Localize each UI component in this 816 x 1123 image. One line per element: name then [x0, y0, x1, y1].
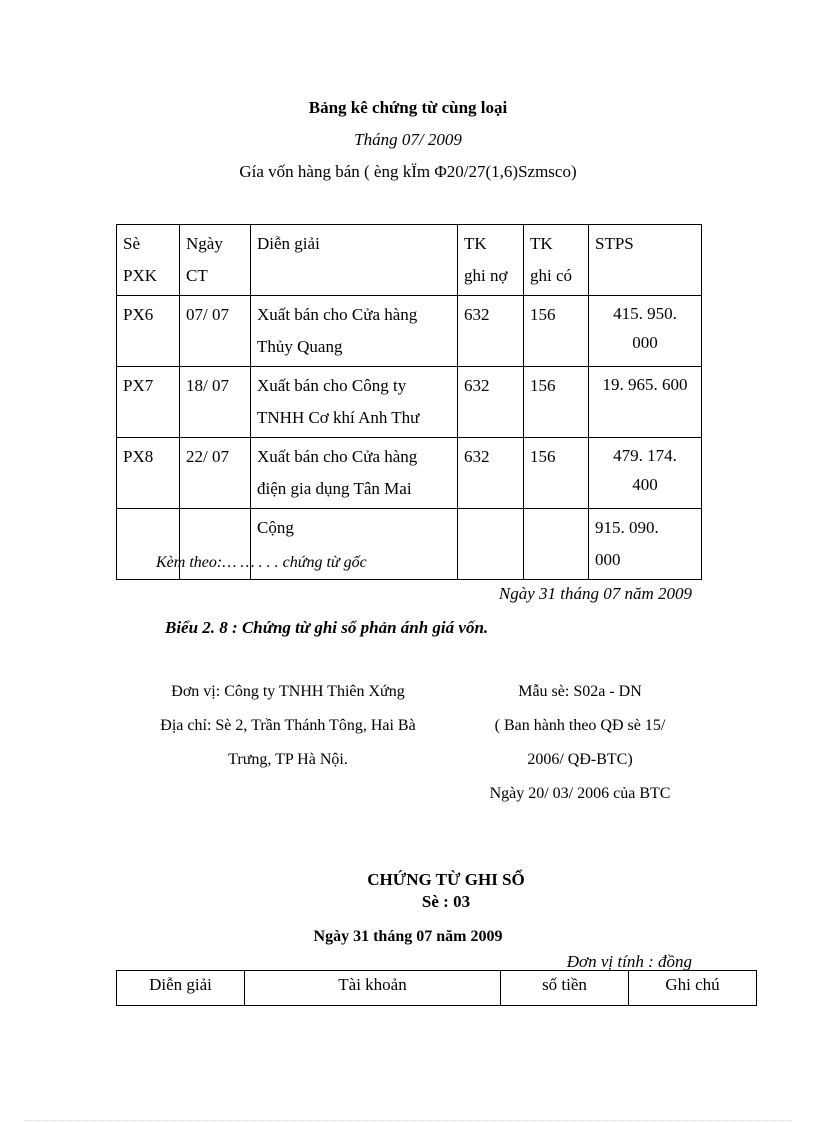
- empty-cell: [458, 509, 524, 580]
- credit-cell: 156: [524, 367, 589, 438]
- header-credit: TK ghi có: [524, 225, 589, 296]
- column-header: Tài khoản: [245, 971, 501, 1006]
- ledger-table: [116, 224, 702, 580]
- address-label: Địa chỉ:: [160, 717, 212, 734]
- description-cell: Xuất bán cho Cửa hàng điện gia dụng Tân Mai: [251, 438, 458, 509]
- voucher-date: Ngày 31 tháng 07 năm 2009: [313, 928, 503, 945]
- header-voucher-no: Sè PXK: [117, 225, 180, 296]
- table-row: [117, 296, 702, 367]
- address-line-2: Trưng, TP Hà Nội.: [228, 751, 348, 768]
- description-cell: Xuất bán cho Cửa hàng Thủy Quang: [251, 296, 458, 367]
- credit-cell: 156: [524, 438, 589, 509]
- address-value: Sè 2, Trần Thánh Tông, Hai Bà: [215, 717, 416, 734]
- total-label: Cộng: [251, 509, 458, 580]
- date-cell: 07/ 07: [180, 296, 251, 367]
- form-info-block: [452, 675, 708, 811]
- description-cell: Xuất bán cho Công ty TNHH Cơ khí Anh Thư: [251, 367, 458, 438]
- form-decision: ( Ban hành theo QĐ sè 15/: [494, 717, 666, 734]
- table-row: [117, 367, 702, 438]
- amount-cell: 19. 965. 600: [589, 367, 702, 438]
- header-debit: TK ghi nợ: [458, 225, 524, 296]
- column-header: Diễn giải: [117, 971, 245, 1006]
- voucher-header-row: [117, 971, 757, 1006]
- amount-cell: 415. 950. 000: [589, 296, 702, 367]
- address-line: [128, 709, 448, 743]
- form-decision-number: 2006/ QĐ-BTC): [527, 751, 633, 768]
- voucher-table: [116, 970, 757, 1006]
- voucher-title: CHỨNG TỪ GHI SỔ: [367, 870, 525, 889]
- debit-cell: 632: [458, 296, 524, 367]
- unit-value: Công ty TNHH Thiên Xứng: [224, 683, 405, 700]
- header-description: Diễn giải: [251, 225, 458, 296]
- empty-cell: [524, 509, 589, 580]
- voucher-number: Sè : 03: [421, 892, 471, 911]
- date-cell: 18/ 07: [180, 367, 251, 438]
- page-bottom-divider: [24, 1120, 792, 1121]
- column-header: số tiền: [501, 971, 629, 1006]
- date-line: Ngày 31 tháng 07 năm 2009: [498, 584, 692, 603]
- voucher-no-cell: PX7: [117, 367, 180, 438]
- document-title: Bảng kê chứng từ cùng loại: [308, 98, 508, 117]
- voucher-no-cell: PX6: [117, 296, 180, 367]
- attachment-note: Kèm theo:… … . . . chứng từ gốc: [156, 554, 367, 571]
- document-month: Tháng 07/ 2009: [354, 130, 462, 149]
- credit-cell: 156: [524, 296, 589, 367]
- column-header: Ghi chú: [629, 971, 757, 1006]
- header-amount: STPS: [589, 225, 702, 296]
- unit-info-block: [128, 675, 448, 777]
- figure-caption: Biểu 2. 8 : Chứng từ ghi sổ phản ánh giá vốn.: [165, 618, 489, 637]
- table-row: [117, 438, 702, 509]
- total-amount: 915. 090. 000: [589, 509, 702, 580]
- amount-cell: 479. 174. 400: [589, 438, 702, 509]
- document-subtitle: Gía vốn hàng bán ( èng kÏm Φ20/27(1,6)Szmsco): [239, 162, 577, 181]
- currency-unit: Đơn vị tính : đồng: [566, 952, 692, 971]
- ledger-header-row: [117, 225, 702, 296]
- form-issue-date: Ngày 20/ 03/ 2006 của BTC: [489, 785, 671, 802]
- form-code: Mẫu sè: S02a - DN: [518, 683, 642, 700]
- voucher-no-cell: PX8: [117, 438, 180, 509]
- header-date: Ngày CT: [180, 225, 251, 296]
- date-cell: 22/ 07: [180, 438, 251, 509]
- debit-cell: 632: [458, 367, 524, 438]
- unit-label: Đơn vị:: [171, 683, 221, 700]
- debit-cell: 632: [458, 438, 524, 509]
- unit-line: [128, 675, 448, 709]
